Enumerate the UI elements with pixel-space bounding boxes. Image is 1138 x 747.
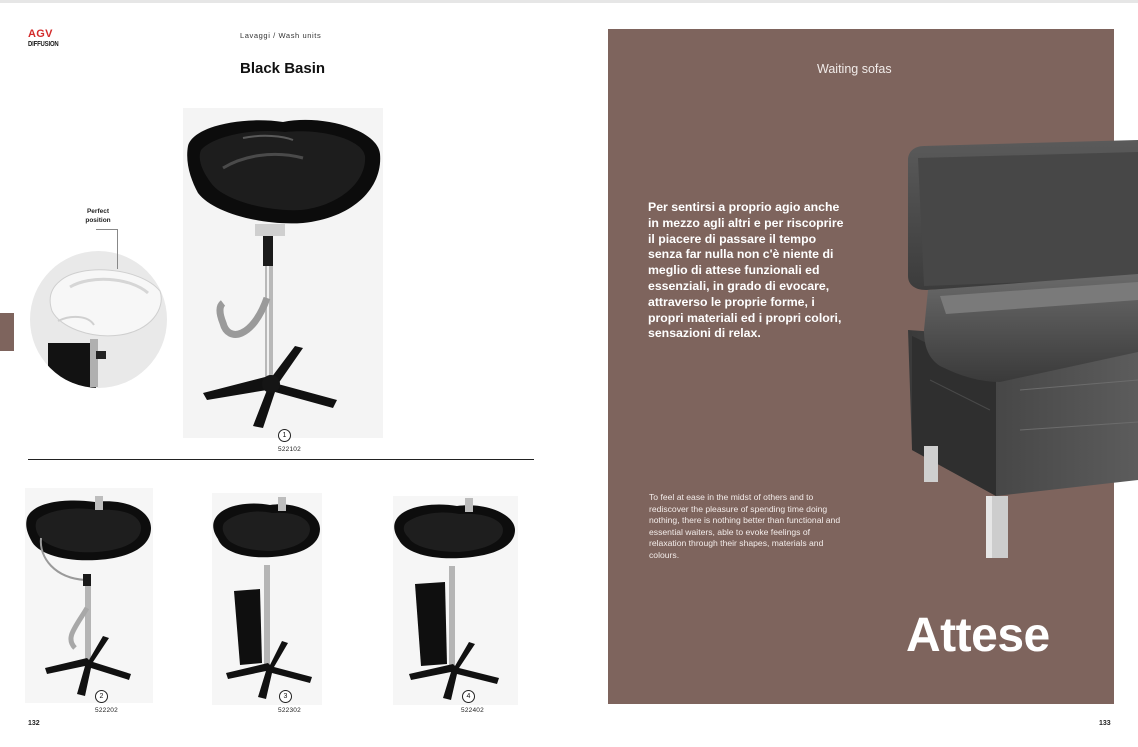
perfect-position-label-line1: Perfect (86, 208, 110, 215)
agv-diffusion-logo (28, 29, 68, 55)
black-basin-illustration (183, 108, 383, 438)
logo-brand: AGV (28, 28, 53, 40)
product-photo-522202 (25, 488, 153, 703)
page-number-left: 132 (28, 720, 40, 727)
product-number-badge: 4 (462, 690, 475, 703)
page-number-right: 133 (1099, 720, 1111, 727)
product-photo-522402 (393, 496, 518, 705)
logo-sub: DIFFUSION (28, 41, 59, 48)
perfect-position-label (76, 207, 120, 225)
intro-text-english: To feel at ease in the midst of others and to rediscover the pleasure of spending time doing nothing, there is nothing better than functional and essential waiters, able to evoke feelings of relaxation through their shapes, materials and colours. (649, 492, 841, 560)
product-number-badge: 3 (279, 690, 292, 703)
section-divider (28, 459, 534, 460)
section-tab-marker (0, 313, 14, 351)
product-code: 522302 (278, 707, 301, 714)
sofa-illustration (900, 140, 1138, 560)
basin-with-cabinet-illustration (393, 496, 518, 705)
basin-with-hose-illustration (25, 488, 153, 703)
breadcrumb: Lavaggi / Wash units (240, 31, 322, 40)
product-number-badge: 2 (95, 690, 108, 703)
basin-with-cabinet-illustration (212, 493, 322, 705)
product-photo-522102 (183, 108, 383, 438)
intro-text-italian: Per sentirsi a proprio agio anche in mezzo agli altri e per riscoprire il piacere di passare il tempo senza far nulla non c'è niente di meglio di attese funzionali ed essenziali, in grado di evocare, attraverso le proprie forme, i propri materiali ed i propri colori, sensazioni di relax. (648, 200, 844, 341)
product-code: 522202 (95, 707, 118, 714)
section-title-attese: Attese (906, 609, 1050, 662)
page-title: Black Basin (240, 60, 326, 77)
panel-title: Waiting sofas (817, 62, 892, 76)
callout-leader-line (96, 229, 118, 269)
product-photo-522302 (212, 493, 322, 705)
perfect-position-detail-photo (30, 251, 167, 388)
product-code: 522102 (278, 446, 301, 453)
product-code: 522402 (461, 707, 484, 714)
basin-detail-illustration (30, 251, 167, 388)
product-number-badge: 1 (278, 429, 291, 442)
perfect-position-label-line2: position (85, 217, 111, 224)
sofa-photo (900, 140, 1138, 560)
